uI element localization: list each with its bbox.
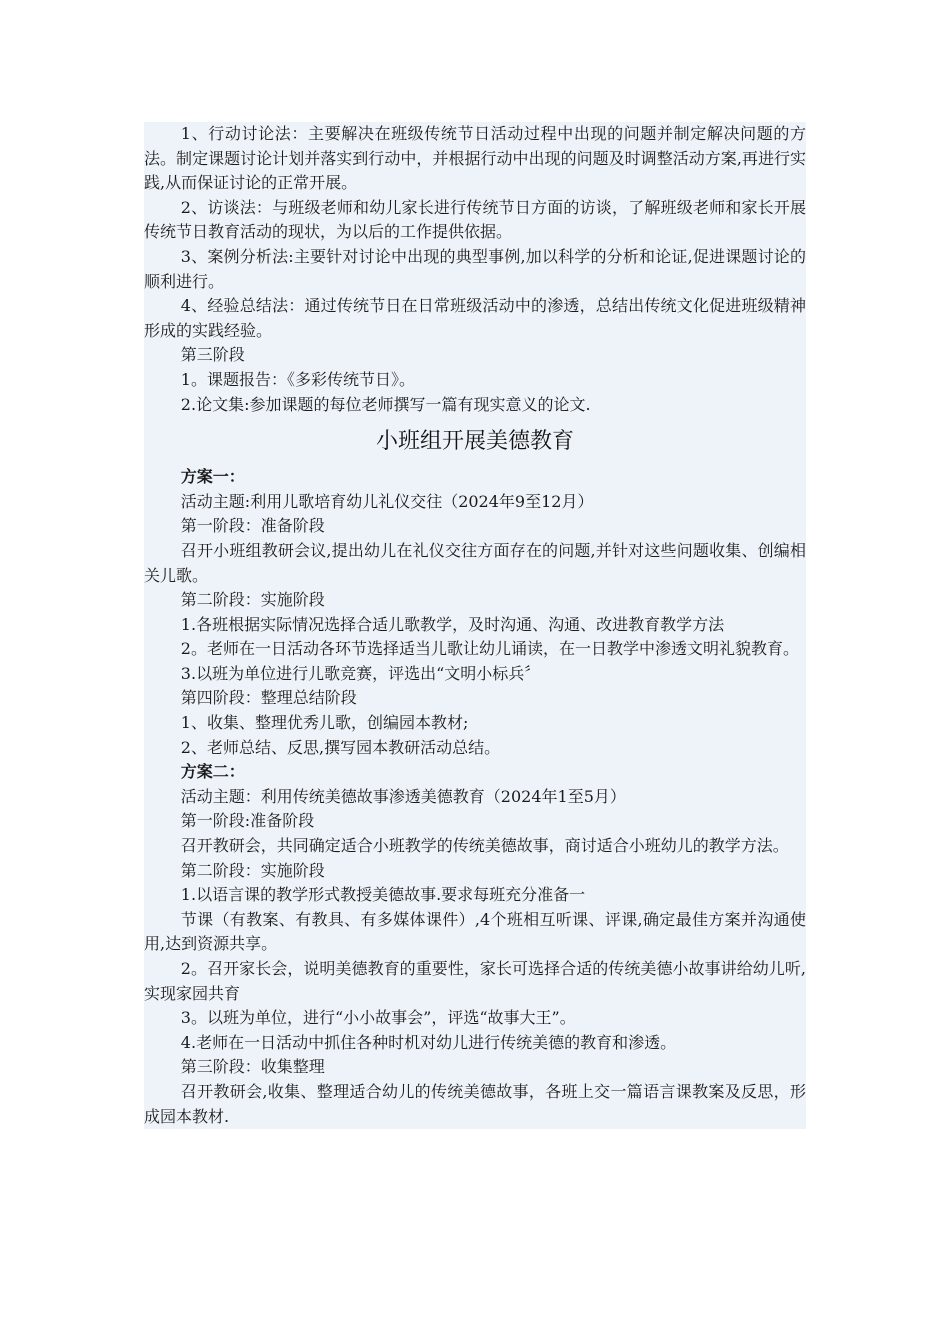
- paragraph-experience-summary: 4、经验总结法：通过传统节日在日常班级活动中的渗透，总结出传统文化促进班级精神形成的实践经验。: [144, 296, 806, 340]
- plan2-theme: 活动主题：利用传统美德故事渗透美德教育（2024年1至5月）: [180, 786, 626, 806]
- plan2-stage3-text: 召开教研会,收集、整理适合幼儿的传统美德故事，各班上交一篇语言课教案及反思，形成园本教材.: [144, 1081, 806, 1126]
- paragraph-interview: 2、访谈法：与班级老师和幼儿家长进行传统节日方面的访谈，了解班级老师和家长开展传统节日教育活动的现状，为以后的工作提供依据。: [144, 197, 806, 242]
- plan2-stage1-text: 召开教研会，共同确定适合小班教学的传统美德故事，商讨适合小班幼儿的教学方法。: [180, 836, 789, 856]
- plan2-item2: 2。召开家长会，说明美德教育的重要性，家长可选择合适的传统美德小故事讲给幼儿听,实现家园共育: [144, 959, 806, 1003]
- paragraph-stage-three: 第三阶段: [180, 345, 245, 365]
- plan1-stage1: 第一阶段：准备阶段: [180, 516, 325, 536]
- plan1-item2: 2。老师在一日活动各环节选择适当儿歌让幼儿诵读，在一日教学中渗透文明礼貌教育。: [180, 639, 799, 659]
- plan1-stage1-text: 召开小班组教研会议,提出幼儿在礼仪交往方面存在的问题,并针对这些问题收集、创编相关儿歌。: [144, 540, 806, 585]
- plan2-heading: 方案二：: [180, 762, 245, 782]
- plan1-stage4: 第四阶段：整理总结阶段: [180, 688, 357, 708]
- plan1-summary1: 1、收集、整理优秀儿歌，创编园本教材;: [180, 713, 469, 733]
- plan1-summary2: 2、老师总结、反思,撰写园本教研活动总结。: [180, 737, 501, 757]
- plan1-theme: 活动主题:利用儿歌培育幼儿礼仪交往（2024年9至12月）: [180, 491, 594, 511]
- section-title: 小班组开展美德教育: [375, 429, 574, 455]
- plan2-stage2: 第二阶段：实施阶段: [180, 860, 325, 880]
- plan2-item3: 3。以班为单位，进行“小小故事会”，评选“故事大王”。: [180, 1008, 576, 1028]
- paragraph-essay-collection: 2.论文集:参加课题的每位老师撰写一篇有现实意义的论文.: [180, 394, 591, 414]
- plan2-stage3: 第三阶段：收集整理: [180, 1057, 325, 1077]
- plan1-heading: 方案一：: [180, 467, 245, 487]
- plan1-stage2: 第二阶段：实施阶段: [180, 590, 325, 610]
- plan2-item1-continued: 节课（有教案、有教具、有多媒体课件）,4个班相互听课、评课,确定最佳方案并沟通使用,达到资源共享。: [144, 909, 806, 954]
- plan1-item3: 3.以班为单位进行儿歌竞赛，评选出“文明小标兵〞: [180, 663, 541, 683]
- plan2-item4: 4.老师在一日活动中抓住各种时机对幼儿进行传统美德的教育和渗透。: [180, 1032, 677, 1052]
- paragraph-case-analysis: 3、案例分析法:主要针对讨论中出现的典型事例,加以科学的分析和论证,促进课题讨论的顺利进行。: [144, 246, 806, 291]
- document-body: [144, 122, 806, 1129]
- plan2-item1: 1.以语言课的教学形式教授美德故事.要求每班充分准备一: [180, 885, 586, 905]
- paragraph-topic-report: 1。课题报告：《多彩传统节日》。: [180, 369, 415, 389]
- plan2-stage1: 第一阶段:准备阶段: [180, 811, 315, 831]
- plan1-item1: 1.各班根据实际情况选择合适儿歌教学，及时沟通、沟通、改进教育教学方法: [180, 614, 725, 634]
- paragraph-action-discussion: 1、行动讨论法：主要解决在班级传统节日活动过程中出现的问题并制定解决问题的方法。制定课题讨论计划并落实到行动中，并根据行动中出现的问题及时调整活动方案,再进行实践,从而保证讨论的正常开展。: [144, 124, 806, 193]
